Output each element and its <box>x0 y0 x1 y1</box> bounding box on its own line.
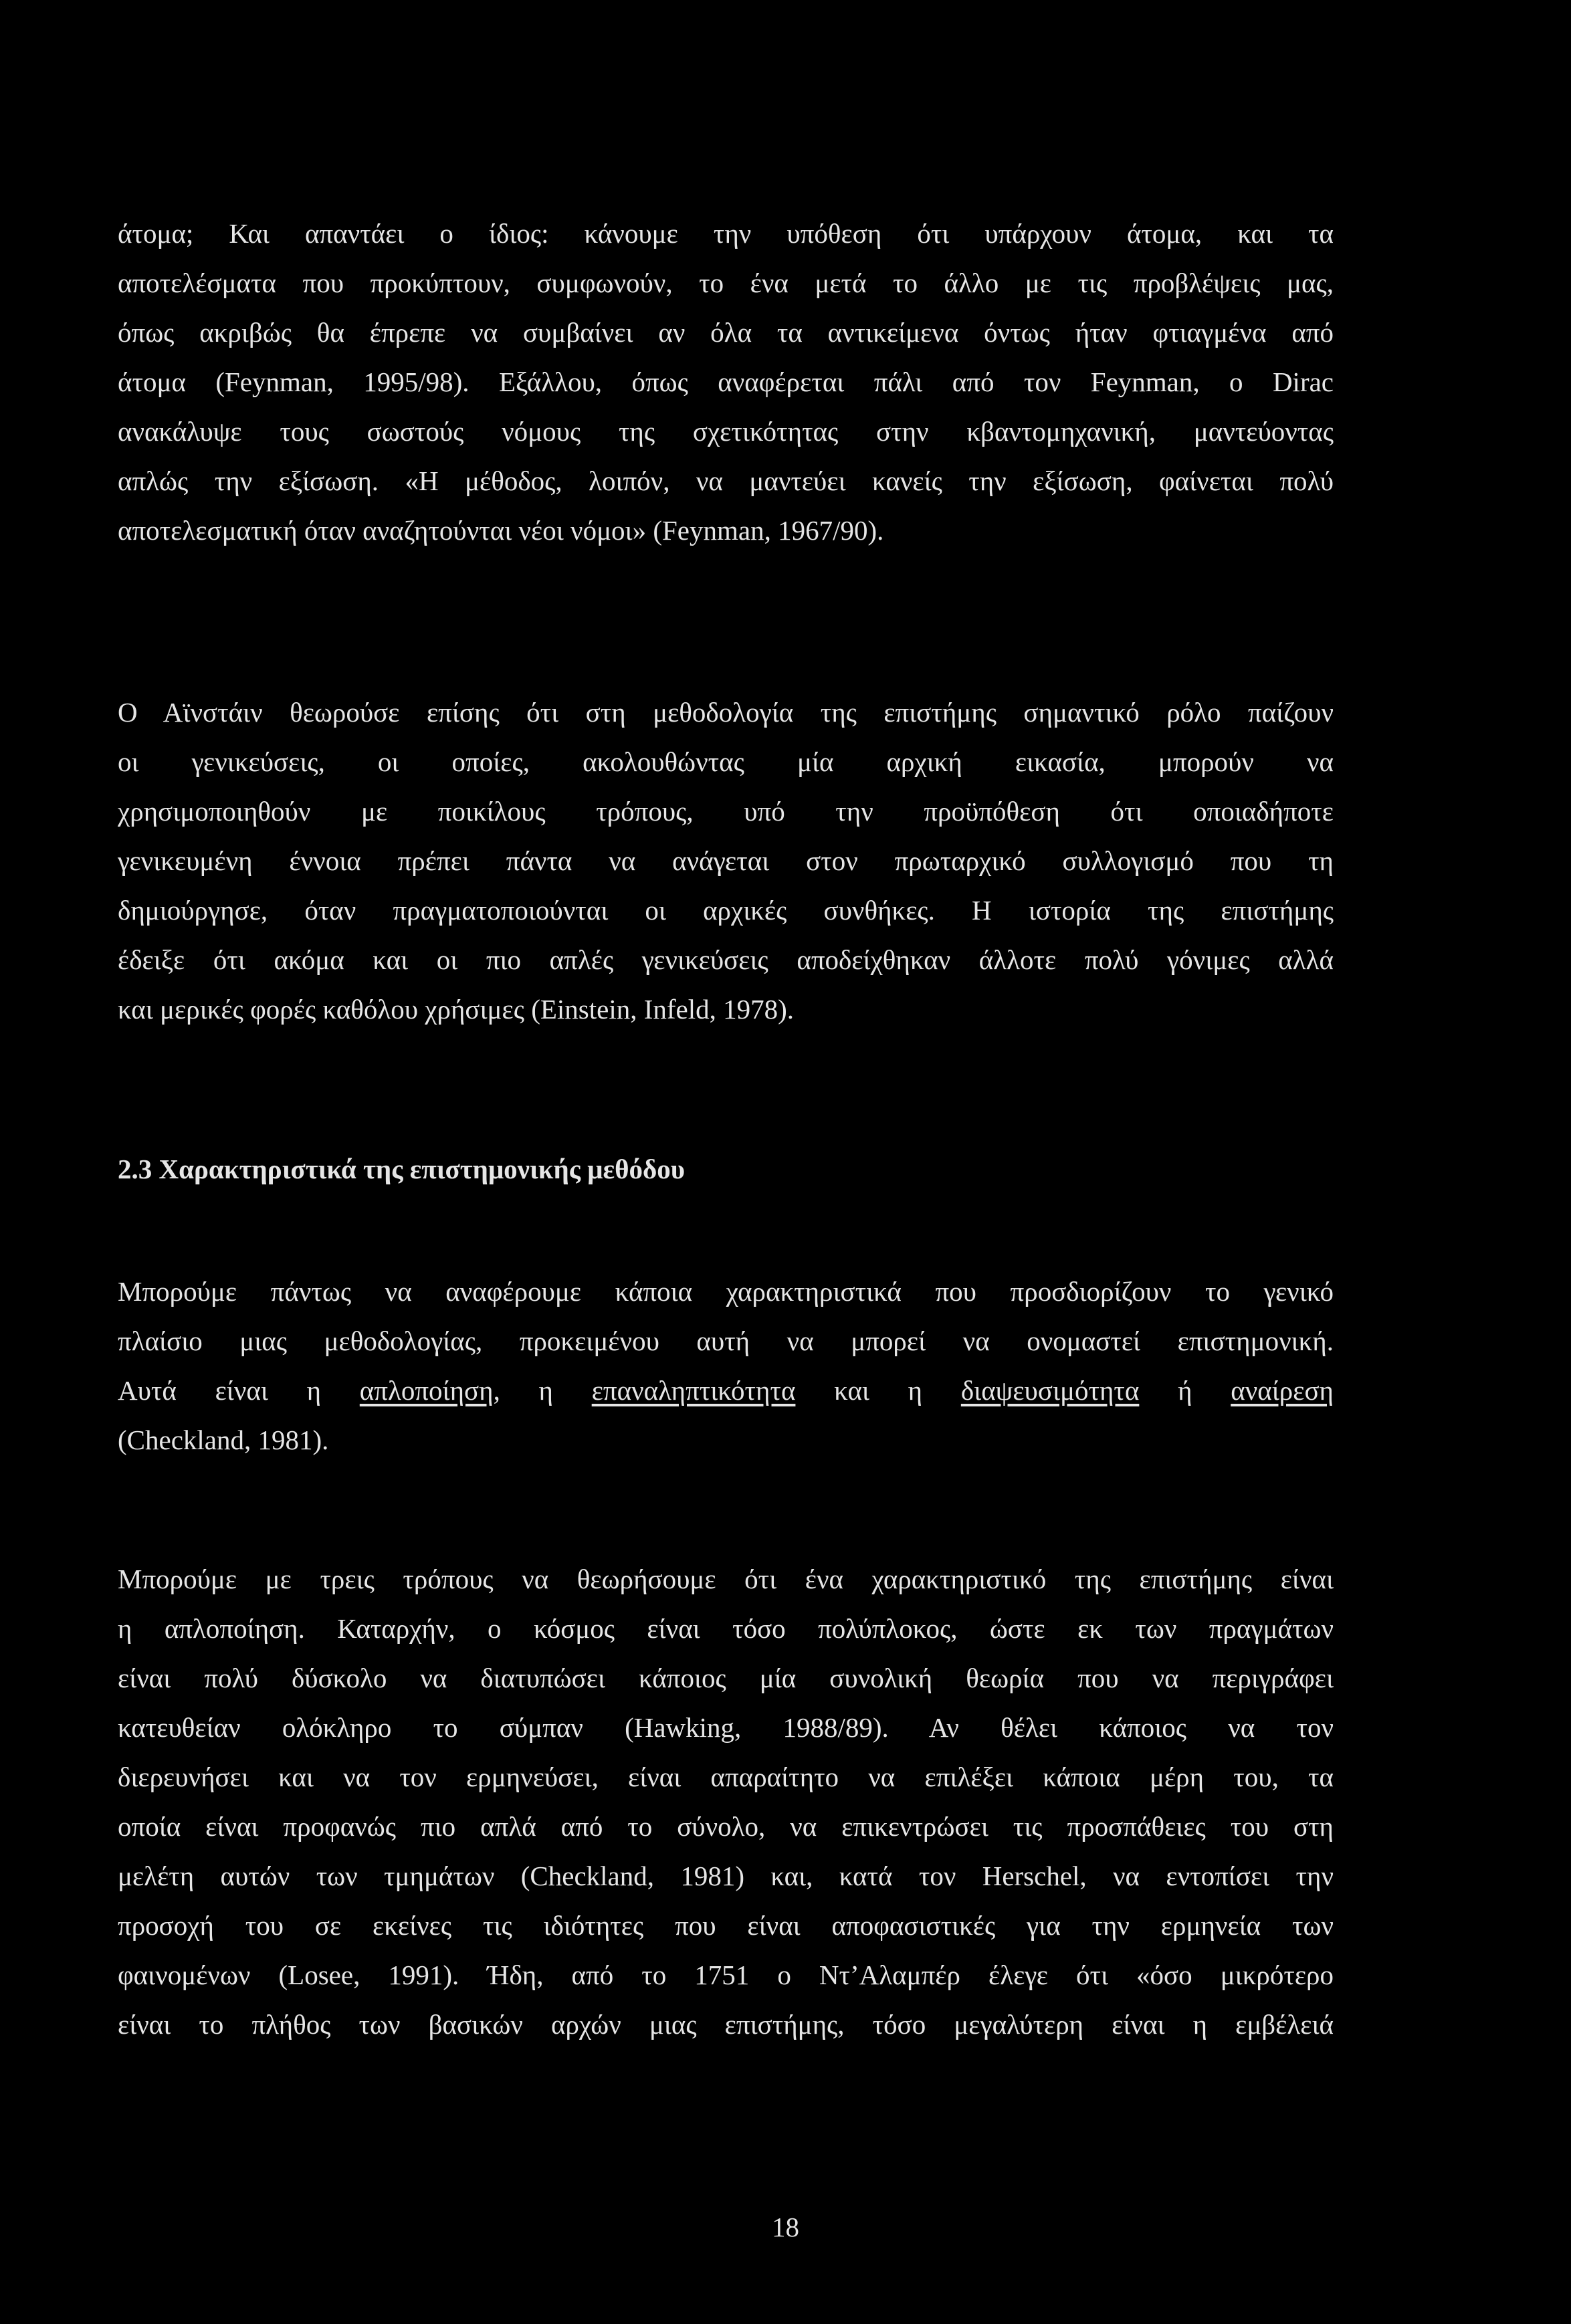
text-line: γενικευμένη έννοια πρέπει πάντα να ανάγεται στον πρωταρχικό συλλογισμό που τη <box>118 845 1334 876</box>
text-fragment: , η <box>493 1375 592 1406</box>
text-line: απλώς την εξίσωση. «Η μέθοδος, λοιπόν, να μαντεύει κανείς την εξίσωση, φαίνεται πολύ <box>118 465 1334 496</box>
text-line: φαινομένων (Losee, 1991). Ήδη, από το 1751 ο Ντ’Αλαμπέρ έλεγε ότι «όσο μικρότερο <box>118 1960 1334 1990</box>
page-number: 18 <box>772 2212 799 2242</box>
text-fragment: και η <box>795 1375 961 1406</box>
text-line: άτομα (Feynman, 1995/98). Εξάλλου, όπως αναφέρεται πάλι από τον Feynman, ο Dirac <box>118 366 1334 397</box>
paragraph-2 <box>118 688 1334 1034</box>
text-line: Ο Αϊνστάιν θεωρούσε επίσης ότι στη μεθοδολογία της επιστήμης σημαντικό ρόλο παίζουν <box>118 697 1334 728</box>
text-fragment: ή <box>1139 1375 1231 1406</box>
text-line: ανακάλυψε τους σωστούς νόμους της σχετικότητας στην κβαντομηχανική, μαντεύοντας <box>118 416 1334 447</box>
section-heading: 2.3 Χαρακτηριστικά της επιστημονικής μεθόδου <box>118 1154 686 1184</box>
text-line: οι γενικεύσεις, οι οποίες, ακολουθώντας μία αρχική εικασία, μπορούν να <box>118 746 1334 777</box>
text-line: όπως ακριβώς θα έπρεπε να συμβαίνει αν όλα τα αντικείμενα όντως ήταν φτιαγμένα από <box>118 317 1334 348</box>
text-line: δημιούργησε, όταν πραγματοποιούνται οι αρχικές συνθήκες. Η ιστορία της επιστήμης <box>118 895 1334 926</box>
term-falsifiability: διαψευσιμότητα <box>960 1375 1140 1406</box>
text-line: χρησιμοποιηθούν με ποικίλους τρόπους, υπό την προϋπόθεση ότι οποιαδήποτε <box>118 796 1334 827</box>
text-line: οποία είναι προφανώς πιο απλά από το σύνολο, να επικεντρώσει τις προσπάθειες του στη <box>118 1811 1334 1842</box>
text-line: διερευνήσει και να τον ερμηνεύσει, είναι απαραίτητο να επιλέξει κάποια μέρη του, τα <box>118 1762 1334 1792</box>
text-line: είναι πολύ δύσκολο να διατυπώσει κάποιος μία συνολική θεωρία που να περιγράφει <box>118 1663 1334 1693</box>
text-line: Μπορούμε με τρεις τρόπους να θεωρήσουμε ότι ένα χαρακτηριστικό της επιστήμης είναι <box>118 1564 1334 1594</box>
paragraph-3 <box>118 1267 1334 1465</box>
text-line: η απλοποίηση. Καταρχήν, ο κόσμος είναι τόσο πολύπλοκος, ώστε εκ των πραγμάτων <box>118 1613 1334 1644</box>
paragraph-4 <box>118 1554 1334 2049</box>
text-fragment: Αυτά είναι η <box>118 1375 360 1406</box>
term-simplification: απλοποίηση <box>359 1375 494 1406</box>
text-line: μελέτη αυτών των τμημάτων (Checkland, 1981) και, κατά τον Herschel, να εντοπίσει την <box>118 1861 1334 1891</box>
paragraph-1 <box>118 209 1334 555</box>
text-line: είναι το πλήθος των βασικών αρχών μιας επιστήμης, τόσο μεγαλύτερη είναι η εμβέλειά <box>118 2009 1334 2040</box>
text-line: πλαίσιο μιας μεθοδολογίας, προκειμένου αυτή να μπορεί να ονομαστεί επιστημονική. <box>118 1326 1334 1356</box>
text-line: έδειξε ότι ακόμα και οι πιο απλές γενικεύσεις αποδείχθηκαν άλλοτε πολύ γόνιμες αλλά <box>118 944 1334 975</box>
text-line: άτομα; Και απαντάει ο ίδιος: κάνουμε την υπόθεση ότι υπάρχουν άτομα, και τα <box>118 218 1334 249</box>
text-line: αποτελεσματική όταν αναζητούνται νέοι νόμοι» (Feynman, 1967/90). <box>118 515 884 546</box>
text-line: κατευθείαν ολόκληρο το σύμπαν (Hawking, 1988/89). Αν θέλει κάποιος να τον <box>118 1712 1334 1743</box>
term-repeatability: επαναληπτικότητα <box>591 1375 796 1406</box>
text-line: και μερικές φορές καθόλου χρήσιμες (Einstein, Infeld, 1978). <box>118 994 795 1025</box>
text-line: Μπορούμε πάντως να αναφέρουμε κάποια χαρακτηριστικά που προσδιορίζουν το γενικό <box>118 1276 1334 1307</box>
text-line: (Checkland, 1981). <box>118 1424 329 1455</box>
text-line: αποτελέσματα που προκύπτουν, συμφωνούν, το ένα μετά το άλλο με τις προβλέψεις μας, <box>118 268 1334 298</box>
term-refutation: αναίρεση <box>1231 1375 1334 1406</box>
text-line: προσοχή του σε εκείνες τις ιδιότητες που είναι αποφασιστικές για την ερμηνεία των <box>118 1910 1334 1941</box>
text-line <box>118 1366 1334 1415</box>
